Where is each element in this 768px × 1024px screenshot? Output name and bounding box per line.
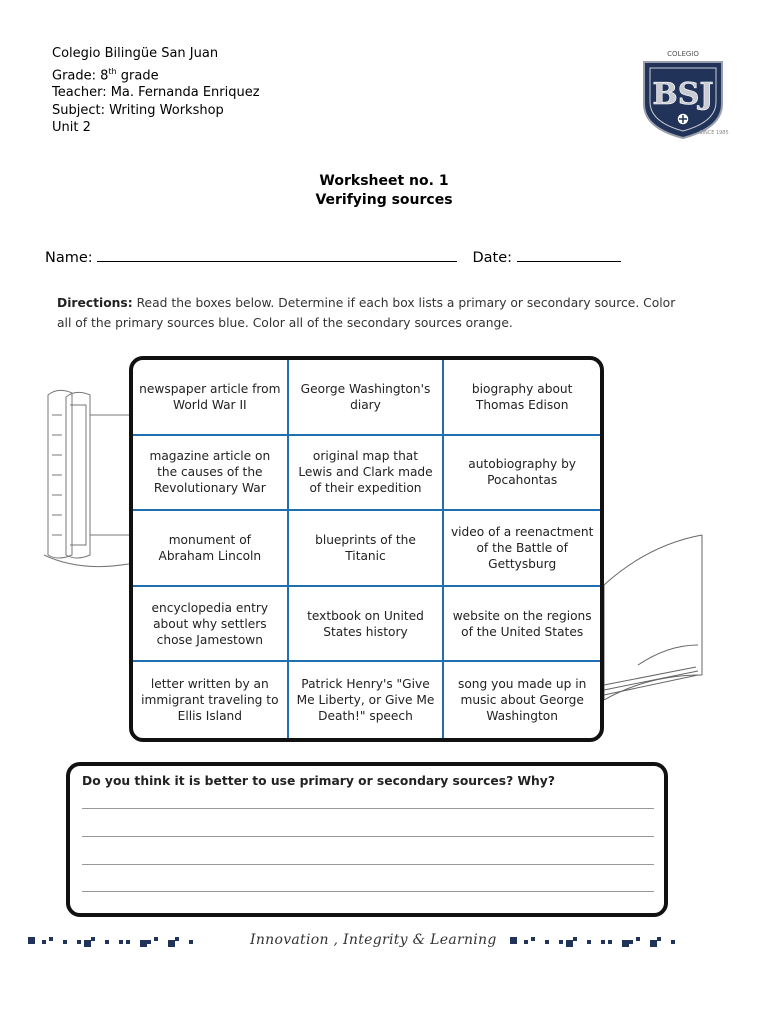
logo-bottom-text: SINCE 1985 xyxy=(699,130,729,136)
worksheet-title: Worksheet no. 1 xyxy=(319,173,449,189)
source-cell[interactable]: website on the regions of the United States xyxy=(444,587,600,663)
answer-line[interactable] xyxy=(82,836,654,837)
source-cell[interactable]: Patrick Henry's "Give Me Liberty, or Give Me Death!" speech xyxy=(289,662,445,738)
directions-text: Read the boxes below. Determine if each box lists a primary or secondary source. Color all of the primary sources blue. Color all of the secondary sources orange. xyxy=(57,296,676,330)
source-cell[interactable]: newspaper article from World War II xyxy=(133,360,289,436)
grade-line: Grade: 8th grade xyxy=(52,66,159,83)
directions-label: Directions: xyxy=(57,296,133,310)
source-cell[interactable]: textbook on United States history xyxy=(289,587,445,663)
date-line[interactable] xyxy=(517,247,621,262)
worksheet-subtitle: Verifying sources xyxy=(315,192,453,208)
source-cell[interactable]: biography about Thomas Edison xyxy=(444,360,600,436)
source-cell[interactable]: original map that Lewis and Clark made of their expedition xyxy=(289,436,445,512)
school-motto: Innovation , Integrity & Learning xyxy=(250,932,497,948)
source-cell[interactable]: video of a reenactment of the Battle of Gettysburg xyxy=(444,511,600,587)
pixel-pattern-right xyxy=(510,935,680,949)
school-name: Colegio Bilingüe San Juan xyxy=(52,46,219,61)
source-cell[interactable]: song you made up in music about George Washington xyxy=(458,677,587,724)
unit-line: Unit 2 xyxy=(52,120,91,136)
source-grid xyxy=(129,356,604,742)
question-box xyxy=(66,762,668,917)
source-cell[interactable]: autobiography by Pocahontas xyxy=(444,436,600,512)
teacher-line: Teacher: Ma. Fernanda Enriquez xyxy=(52,85,260,101)
pixel-pattern-left xyxy=(28,935,198,949)
answer-line[interactable] xyxy=(82,808,654,809)
source-cell[interactable]: letter written by an immigrant traveling to Ellis Island xyxy=(133,662,289,738)
source-cell[interactable]: monument of Abraham Lincoln xyxy=(133,511,289,587)
subject-line: Subject: Writing Workshop xyxy=(52,102,224,118)
school-header xyxy=(52,45,260,137)
logo-top-text: COLEGIO xyxy=(667,50,699,58)
directions xyxy=(57,293,677,333)
answer-line[interactable] xyxy=(82,864,654,865)
source-cell[interactable]: magazine article on the causes of the Revolutionary War xyxy=(133,436,289,512)
book-illustration xyxy=(598,525,708,715)
name-date-row xyxy=(45,247,621,266)
question-text: Do you think it is better to use primary or secondary sources? Why? xyxy=(82,774,555,788)
source-cell[interactable]: encyclopedia entry about why settlers chose Jamestown xyxy=(133,587,289,663)
source-cell[interactable]: blueprints of the Titanic xyxy=(289,511,445,587)
name-line[interactable] xyxy=(97,247,457,262)
logo-letters: BSJ xyxy=(652,77,714,112)
school-logo xyxy=(636,44,730,140)
answer-line[interactable] xyxy=(82,891,654,892)
date-label: Date: xyxy=(472,250,513,266)
source-cell[interactable]: George Washington's diary xyxy=(289,360,445,436)
scroll-illustration xyxy=(42,385,134,575)
name-label: Name: xyxy=(45,250,93,266)
